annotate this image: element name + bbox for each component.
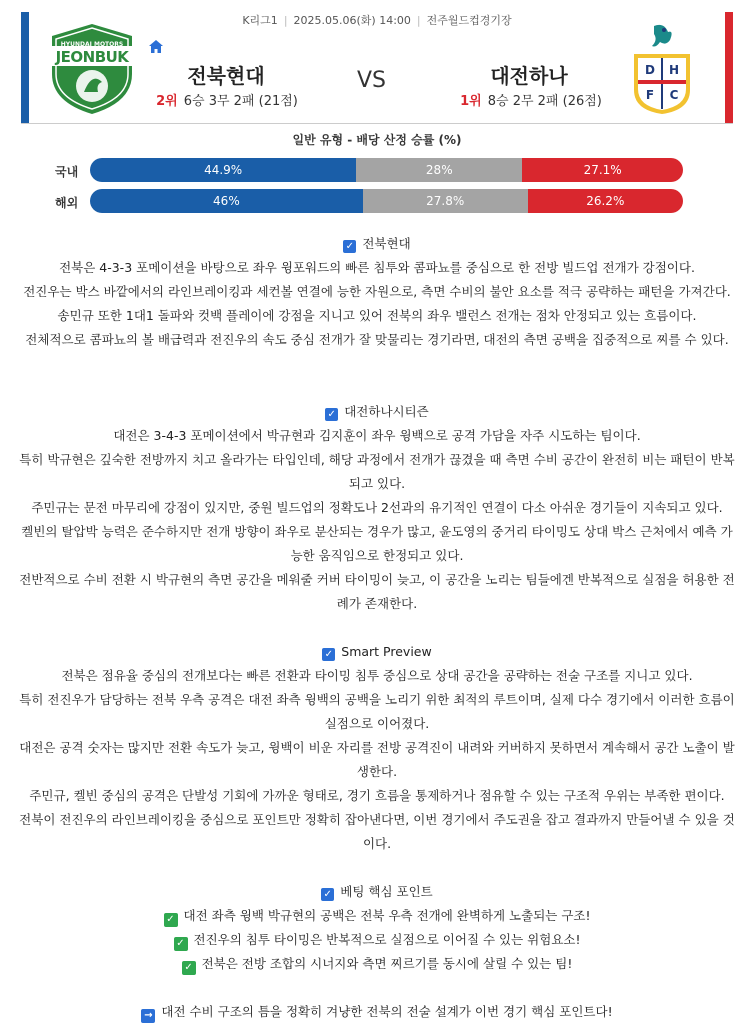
analysis-line: 켈빈의 탈압박 능력은 준수하지만 전개 방향이 좌우로 분산되는 경우가 많고, 윤도영의 중거리 타이밍도 상대 박스 근처에서 예측 가 [21, 524, 733, 539]
section-heading-betting-points: ✓ 베팅 핵심 포인트 [10, 880, 744, 904]
green-check-icon: ✓ [174, 937, 188, 951]
away-logo-letter-1: D [645, 63, 655, 77]
analysis-line: 례가 존재한다. [336, 596, 418, 611]
home-record: 6승 3무 2패 (21점) [183, 94, 298, 109]
odds-home-segment: 44.9% [90, 158, 356, 182]
analysis-line: 이다. [362, 836, 392, 851]
analysis-line: 전진우는 박스 바깥에서의 라인브레이킹과 세컨볼 연결에 능한 자원으로, 측면 수비의 불안 요소를 적극 공략하는 패턴을 가져간다. [23, 284, 731, 299]
odds-draw-segment: 27.8% [363, 189, 528, 213]
checkbox-icon: ✓ [325, 408, 338, 421]
analysis-line: 대전은 3-4-3 포메이션에서 박규현과 김지훈이 좌우 윙백으로 공격 가담을 자주 시도하는 팀이다. [113, 428, 641, 443]
home-logo-subtext: HYUNDAI MOTORS [60, 41, 124, 48]
away-record: 8승 2무 2패 (26점) [487, 94, 602, 109]
analysis-line: 특히 전진우가 담당하는 전북 우측 공격은 대전 좌측 윙백의 공백을 노리기 위한 최적의 루트이며, 실제 다수 경기에서 이러한 흐름이 [19, 692, 735, 707]
betting-point: ✓ 대전 좌측 윙백 박규현의 공백은 전북 우측 전개에 완벽하게 노출되는 구조! [10, 904, 744, 928]
home-team-logo [44, 20, 140, 116]
away-logo-letter-3: F [645, 88, 655, 102]
home-color-bar [21, 12, 29, 123]
away-team-record [446, 90, 616, 109]
analysis-line: 특히 박규현은 깊숙한 전방까지 치고 올라가는 타입인데, 해당 과정에서 전개가 끊겼을 때 측면 수비 공간이 완전히 비는 패턴이 반복 [19, 452, 735, 467]
home-logo-text: JEONBUK [55, 48, 129, 66]
analysis-line: 전북이 전진우의 라인브레이킹을 중심으로 포인트만 정확히 잡아낸다면, 이번 경기에서 주도권을 잡고 결과까지 만들어낼 수 있을 것 [19, 812, 735, 827]
odds-away-segment: 27.1% [522, 158, 683, 182]
analysis-line: 전북은 점유율 중심의 전개보다는 빠른 전환과 타이밍 침투 중심으로 상대 공간을 공략하는 전술 구조를 지니고 있다. [61, 668, 693, 683]
green-check-icon: ✓ [164, 913, 178, 927]
home-team-name: 전북현대 [187, 64, 265, 88]
odds-bar-domestic [90, 158, 683, 182]
analysis-line: 능한 움직임으로 한정되고 있다. [290, 548, 464, 563]
arrow-right-icon: → [141, 1009, 155, 1023]
analysis-line: 주민규, 켈빈 중심의 공격은 단발성 기회에 가까운 형태로, 경기 흐름을 통제하거나 점유할 수 있는 구조적 우위는 부족한 편이다. [29, 788, 725, 803]
betting-point: ✓ 전진우의 침투 타이밍은 반복적으로 실점으로 이어질 수 있는 위험요소! [10, 928, 744, 952]
away-team-logo [630, 20, 694, 116]
odds-title: 일반 유형 - 배당 산정 승률 (%) [292, 133, 462, 147]
away-rank: 1위 [460, 94, 482, 109]
header-divider [21, 123, 733, 124]
section-heading-smart-preview: ✓ Smart Preview [10, 640, 744, 664]
analysis-content [10, 232, 744, 1024]
checkbox-icon: ✓ [322, 648, 335, 661]
section-heading-away: ✓ 대전하나시티즌 [10, 400, 744, 424]
analysis-line: 전반적으로 수비 전환 시 박규현의 측면 공간을 메워줄 커버 타이밍이 늦고, 이 공간을 노리는 팀들에겐 반복적으로 실점을 허용한 전 [19, 572, 735, 587]
conclusion-line: → 대전 수비 구조의 틈을 정확히 겨냥한 전북의 전술 설계가 이번 경기 핵심 포인트다! [10, 1000, 744, 1024]
home-icon[interactable] [147, 38, 165, 56]
away-logo-letter-4: C [669, 88, 679, 102]
analysis-line: 주민규는 문전 마무리에 강점이 있지만, 중원 빌드업의 정확도나 2선과의 유기적인 연결이 다소 아쉬운 경기들이 지속되고 있다. [31, 500, 723, 515]
odds-row-label-domestic: 국내 [55, 165, 79, 179]
analysis-line: 되고 있다. [348, 476, 406, 491]
odds-bar-overseas [90, 189, 683, 213]
league-label: K리그1 [242, 14, 278, 27]
analysis-line: 대전은 공격 숫자는 많지만 전환 속도가 늦고, 윙백이 비운 자리를 전방 공격진이 내려와 커버하지 못하면서 계속해서 공간 노출이 발 [19, 740, 735, 755]
venue-label: 전주월드컵경기장 [426, 14, 512, 27]
green-check-icon: ✓ [182, 961, 196, 975]
section-heading-home: ✓ 전북현대 [10, 232, 744, 256]
away-color-bar [725, 12, 733, 123]
vs-label: VS [357, 68, 387, 93]
analysis-line: 송민규 또한 1대1 돌파와 컷백 플레이에 강점을 지니고 있어 전북의 좌우 밸런스 전개는 점차 안정되고 있는 흐름이다. [57, 308, 697, 323]
odds-row-label-overseas: 해외 [55, 196, 79, 210]
home-rank: 2위 [156, 94, 178, 109]
match-datetime: 2025.05.06(화) 14:00 [293, 14, 411, 27]
analysis-line: 전체적으로 콤파뇨의 볼 배급력과 전진우의 속도 중심 전개가 잘 맞물리는 경기라면, 대전의 측면 공백을 집중적으로 찌를 수 있다. [25, 332, 729, 347]
odds-home-segment: 46% [90, 189, 363, 213]
odds-away-segment: 26.2% [528, 189, 683, 213]
match-meta: K리그1 | 2025.05.06(화) 14:00 | 전주월드컵경기장 [242, 14, 512, 27]
away-team-name: 대전하나 [490, 64, 568, 88]
betting-point: ✓ 전북은 전방 조합의 시너지와 측면 찌르기를 동시에 살릴 수 있는 팀! [10, 952, 744, 976]
home-team-record [142, 90, 312, 109]
analysis-line: 생한다. [356, 764, 398, 779]
checkbox-icon: ✓ [321, 888, 334, 901]
analysis-line: 전북은 4-3-3 포메이션을 바탕으로 좌우 윙포워드의 빠른 침투와 콤파뇨를 중심으로 한 전방 빌드업 전개가 강점이다. [59, 260, 695, 275]
analysis-line: 실점으로 이어졌다. [324, 716, 430, 731]
checkbox-icon: ✓ [343, 240, 356, 253]
away-logo-letter-2: H [668, 63, 680, 77]
odds-draw-segment: 28% [356, 158, 522, 182]
